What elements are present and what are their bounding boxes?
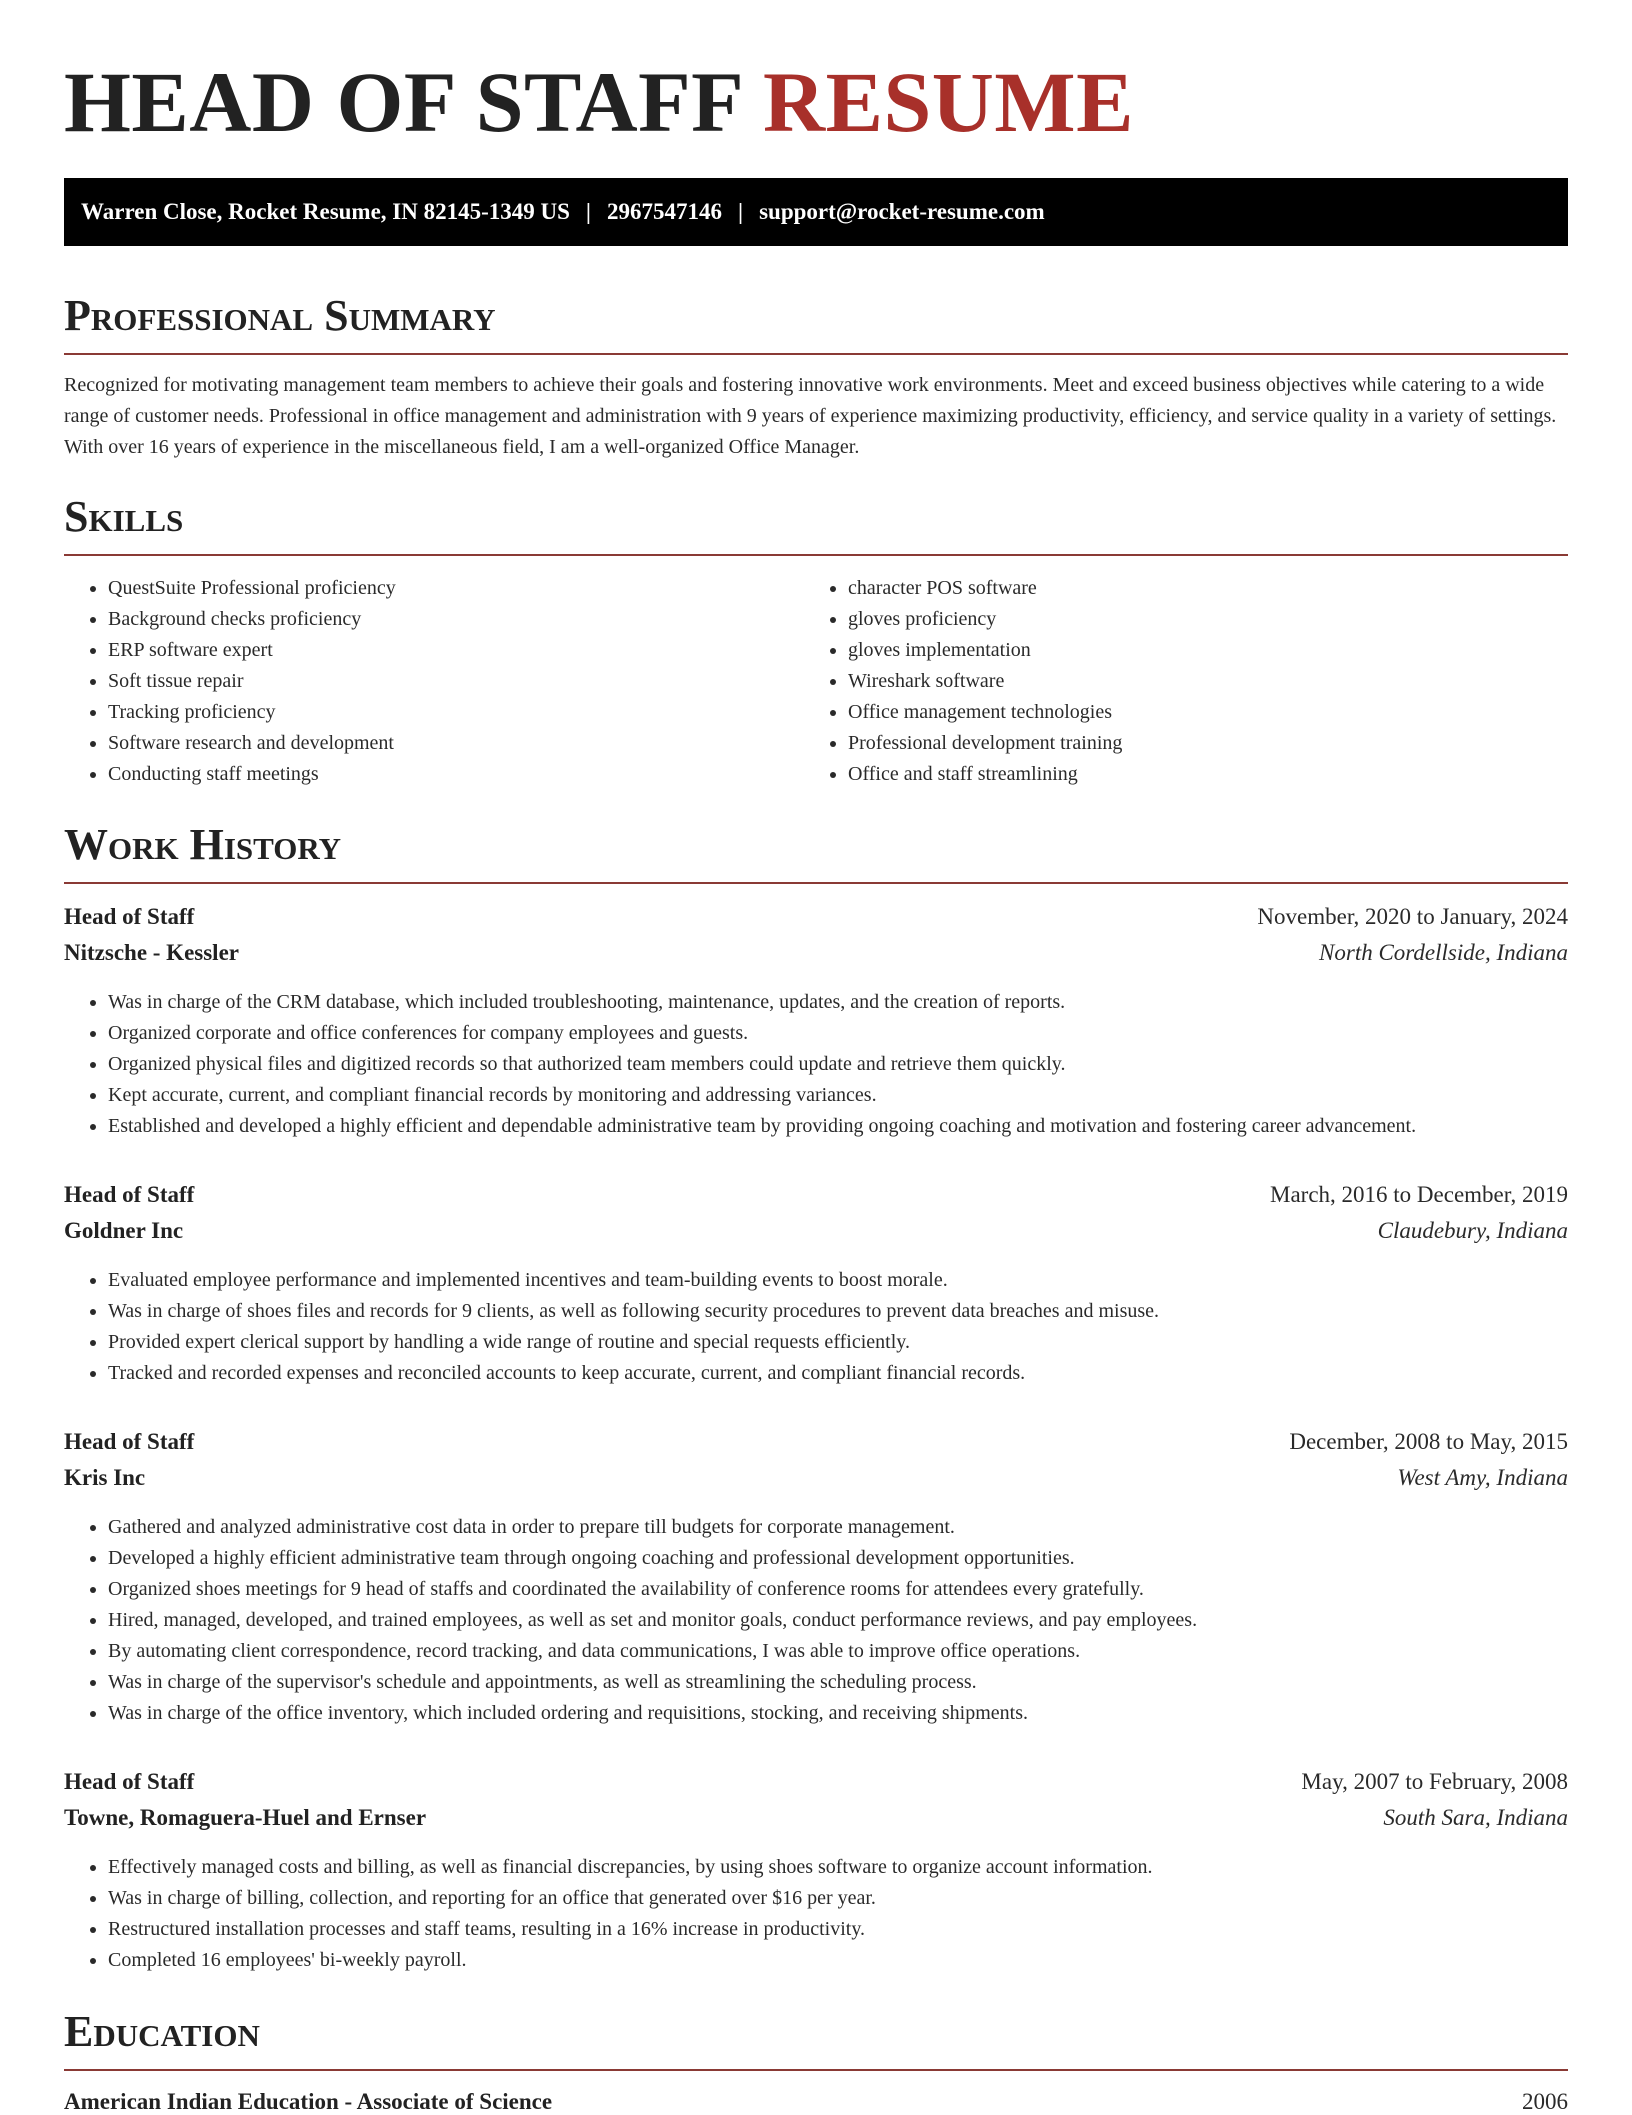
- job-bullet: • Evaluated employee performance and implemented incentives and team-building events to boost morale.: [108, 1265, 1568, 1296]
- job-bullet: • Established and developed a highly efficient and dependable administrative team by providing ongoing coaching and motivation and fostering career advancement.: [108, 1111, 1568, 1142]
- job-title: Head of Staff: [64, 904, 195, 929]
- job-company-row: [64, 1805, 1568, 1841]
- job-bullet: • Organized physical files and digitized records so that authorized team members could update and retrieve them quickly.: [108, 1049, 1568, 1080]
- education-entry: [64, 2089, 1568, 2115]
- summary-section: [64, 290, 1568, 463]
- skill-item: • Office and staff streamlining: [848, 759, 1544, 790]
- skill-item: • Wireshark software: [848, 666, 1544, 697]
- job-bullet: • Was in charge of the office inventory, which included ordering and requisitions, stocking, and receiving shipments.: [108, 1698, 1568, 1729]
- job-bullet: • Was in charge of billing, collection, and reporting for an office that generated over $16 per year.: [108, 1883, 1568, 1914]
- section-divider: [64, 2069, 1568, 2071]
- degree-name: American Indian Education - Associate of Science: [64, 2089, 553, 2114]
- job-entry: [64, 1769, 1568, 1976]
- job-header-row: [64, 1182, 1568, 1218]
- job-location: West Amy, Indiana: [1397, 1465, 1568, 1490]
- job-location: Claudebury, Indiana: [1377, 1218, 1568, 1243]
- job-bullets: [64, 1265, 1568, 1389]
- skill-item: • gloves implementation: [848, 635, 1544, 666]
- skill-item: • Soft tissue repair: [108, 666, 804, 697]
- job-bullet: • Restructured installation processes and staff teams, resulting in a 16% increase in productivity.: [108, 1914, 1568, 1945]
- job-bullet: • Effectively managed costs and billing, as well as financial discrepancies, by using shoes software to organize account information.: [108, 1852, 1568, 1883]
- job-title: Head of Staff: [64, 1429, 195, 1454]
- job-bullet: • Was in charge of the CRM database, which included troubleshooting, maintenance, updates, and the creation of reports.: [108, 987, 1568, 1018]
- skill-item: • Software research and development: [108, 728, 804, 759]
- job-company-row: [64, 940, 1568, 976]
- skills-heading: Skills: [64, 492, 184, 541]
- contact-phone: 2967547146: [607, 199, 722, 224]
- job-company-row: [64, 1218, 1568, 1254]
- skill-item: • Conducting staff meetings: [108, 759, 804, 790]
- skill-item: • Background checks proficiency: [108, 604, 804, 635]
- job-bullets: [64, 1512, 1568, 1729]
- job-entry: [64, 1182, 1568, 1389]
- job-bullets: [64, 987, 1568, 1142]
- job-bullet: • Was in charge of the supervisor's schedule and appointments, as well as streamlining the scheduling process.: [108, 1667, 1568, 1698]
- job-dates: May, 2007 to February, 2008: [1301, 1769, 1568, 1794]
- title-main: HEAD OF STAFF: [64, 54, 741, 150]
- job-bullet: • Organized shoes meetings for 9 head of staffs and coordinated the availability of conference rooms for attendees every gratefully.: [108, 1574, 1568, 1605]
- company-name: Nitzsche - Kessler: [64, 940, 239, 965]
- job-title: Head of Staff: [64, 1769, 195, 1794]
- job-bullet: • Tracked and recorded expenses and reconciled accounts to keep accurate, current, and compliant financial records.: [108, 1358, 1568, 1389]
- education-heading: Education: [64, 2007, 260, 2056]
- job-location: South Sara, Indiana: [1383, 1805, 1568, 1830]
- section-divider: [64, 882, 1568, 884]
- job-bullets: [64, 1852, 1568, 1976]
- job-company-row: [64, 1465, 1568, 1501]
- job-location: North Cordellside, Indiana: [1319, 940, 1568, 965]
- job-header-row: [64, 1769, 1568, 1805]
- company-name: Towne, Romaguera-Huel and Ernser: [64, 1805, 427, 1830]
- job-entry: [64, 904, 1568, 1142]
- job-list: [64, 904, 1568, 1976]
- job-header-row: [64, 1429, 1568, 1465]
- skill-item: • gloves proficiency: [848, 604, 1544, 635]
- work-history-section: [64, 819, 1568, 1976]
- contact-separator: |: [738, 199, 744, 224]
- job-bullet: • Gathered and analyzed administrative cost data in order to prepare till budgets for corporate management.: [108, 1512, 1568, 1543]
- skills-columns: [64, 573, 1568, 790]
- job-bullet: • Hired, managed, developed, and trained employees, as well as set and monitor goals, conduct performance reviews, and pay employees.: [108, 1605, 1568, 1636]
- skills-section: [64, 491, 1568, 790]
- education-list: [64, 2089, 1568, 2115]
- job-bullet: • Developed a highly efficient administrative team through ongoing coaching and professional development opportunities.: [108, 1543, 1568, 1574]
- resume-title: [64, 52, 1568, 152]
- section-divider: [64, 353, 1568, 355]
- skill-item: • QuestSuite Professional proficiency: [108, 573, 804, 604]
- job-dates: November, 2020 to January, 2024: [1257, 904, 1568, 929]
- contact-separator: |: [585, 199, 591, 224]
- skill-item: • Professional development training: [848, 728, 1544, 759]
- section-divider: [64, 554, 1568, 556]
- contact-email: support@rocket-resume.com: [759, 199, 1045, 224]
- job-header-row: [64, 904, 1568, 940]
- graduation-year: 2006: [1522, 2089, 1568, 2114]
- skill-item: • Office management technologies: [848, 697, 1544, 728]
- skills-list-right: [804, 573, 1544, 790]
- contact-address: Warren Close, Rocket Resume, IN 82145-1349 US: [81, 199, 570, 224]
- job-bullet: • Provided expert clerical support by handling a wide range of routine and special requests efficiently.: [108, 1327, 1568, 1358]
- summary-heading: Professional Summary: [64, 291, 496, 340]
- summary-text: Recognized for motivating management team members to achieve their goals and fostering innovative work environments. Meet and exceed business objectives while catering to a wide range of customer needs. Professional in office management and administration with 9 years of experience maximizing productivity, efficiency, and service quality in a variety of settings. With over 16 years of experience in the miscellaneous field, I am a well-organized Office Manager.: [64, 374, 1557, 458]
- company-name: Kris Inc: [64, 1465, 146, 1490]
- education-section: [64, 2006, 1568, 2115]
- company-name: Goldner Inc: [64, 1218, 184, 1243]
- title-accent: RESUME: [763, 54, 1134, 150]
- job-entry: [64, 1429, 1568, 1729]
- skill-item: • ERP software expert: [108, 635, 804, 666]
- work-history-heading: Work History: [64, 820, 342, 869]
- skill-item: • character POS software: [848, 573, 1544, 604]
- job-title: Head of Staff: [64, 1182, 195, 1207]
- job-bullet: • Was in charge of shoes files and records for 9 clients, as well as following security procedures to prevent data breaches and misuse.: [108, 1296, 1568, 1327]
- job-bullet: • Completed 16 employees' bi-weekly payroll.: [108, 1945, 1568, 1976]
- job-dates: December, 2008 to May, 2015: [1289, 1429, 1568, 1454]
- skill-item: • Tracking proficiency: [108, 697, 804, 728]
- job-bullet: • Organized corporate and office conferences for company employees and guests.: [108, 1018, 1568, 1049]
- job-bullet: • By automating client correspondence, record tracking, and data communications, I was able to improve office operations.: [108, 1636, 1568, 1667]
- contact-bar: [64, 178, 1568, 246]
- job-bullet: • Kept accurate, current, and compliant financial records by monitoring and addressing variances.: [108, 1080, 1568, 1111]
- job-dates: March, 2016 to December, 2019: [1270, 1182, 1568, 1207]
- skills-list-left: [64, 573, 804, 790]
